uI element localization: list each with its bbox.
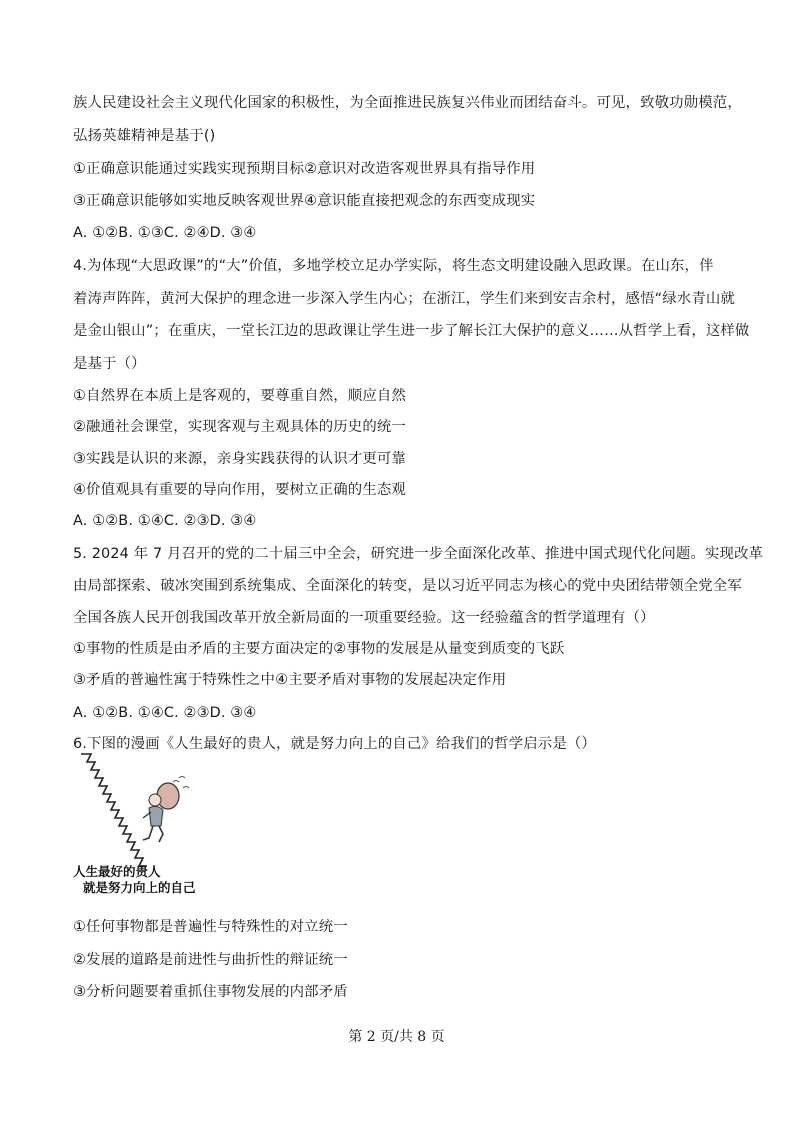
text-line: 6.下图的漫画《人生最好的贵人，就是努力向上的自己》给我们的哲学启示是（） <box>73 736 596 752</box>
text-line: A. ①②B. ①④C. ②③D. ③④ <box>73 513 257 529</box>
text-line: ②融通社会课堂，实现客观与主观具体的历史的统一 <box>73 419 406 435</box>
text-line: ④价值观具有重要的导向作用，要树立正确的生态观 <box>73 482 406 498</box>
text-line: 全国各族人民开创我国改革开放全新局面的一项重要经验。这一经验蕴含的哲学道理有（） <box>73 610 655 626</box>
text-line: 着涛声阵阵，黄河大保护的理念进一步深入学生内心；在浙江，学生们来到安吉余村，感悟“绿水青山就 <box>73 291 735 307</box>
cartoon-caption-2: 就是努力向上的自己 <box>83 880 196 895</box>
text-line: A. ①②B. ①③C. ②④D. ③④ <box>73 225 257 241</box>
text-line: 族人民建设社会主义现代化国家的积极性，为全面推进民族复兴伟业而团结奋斗。可见，致敬功勋模范， <box>73 95 742 111</box>
text-line: 是基于（） <box>73 356 146 372</box>
cartoon-figure <box>73 748 213 898</box>
page-footer: 第 2 页/共 8 页 <box>348 1029 445 1045</box>
text-line: ③分析问题要着重抓住事物发展的内部矛盾 <box>73 984 348 1000</box>
text-line: 5. 2024 年 7 月召开的党的二十届三中全会，研究进一步全面深化改革、推进中国式现代化问题。实现改革 <box>73 546 764 562</box>
text-line: ③正确意识能够如实地反映客观世界④意识能直接把观念的东西变成现实 <box>73 193 536 209</box>
text-line: 4.为体现“大思政课”的“大”价值，多地学校立足办学实际，将生态文明建设融入思政课。在山东，伴 <box>73 258 714 274</box>
staircase-illustration <box>73 748 213 898</box>
text-line: 弘扬英雄精神是基于() <box>73 128 216 144</box>
text-line: 是金山银山”；在重庆，一堂长江边的思政课让学生进一步了解长江大保护的意义……从哲学上看，这样做 <box>73 323 750 339</box>
text-line: 由局部探索、破冰突围到系统集成、全面深化的转变，是以习近平同志为核心的党中央团结带领全党全军 <box>73 578 742 594</box>
climber-figure <box>143 777 189 843</box>
staircase-line <box>81 754 147 866</box>
text-line: ③实践是认识的来源，亲身实践获得的认识才更可靠 <box>73 451 406 467</box>
text-line: ②发展的道路是前进性与曲折性的辩证统一 <box>73 952 348 968</box>
text-line: ③矛盾的普遍性寓于特殊性之中④主要矛盾对事物的发展起决定作用 <box>73 672 507 688</box>
text-line: ①自然界在本质上是客观的，要尊重自然，顺应自然 <box>73 388 406 404</box>
cartoon-caption-1: 人生最好的贵人 <box>73 864 161 879</box>
text-line: ①任何事物都是普遍性与特殊性的对立统一 <box>73 919 348 935</box>
text-line: ①事物的性质是由矛盾的主要方面决定的②事物的发展是从量变到质变的飞跃 <box>73 641 565 657</box>
text-line: A. ①②B. ①④C. ②③D. ③④ <box>73 705 257 721</box>
text-line: ①正确意识能通过实践实现预期目标②意识对改造客观世界具有指导作用 <box>73 161 536 177</box>
